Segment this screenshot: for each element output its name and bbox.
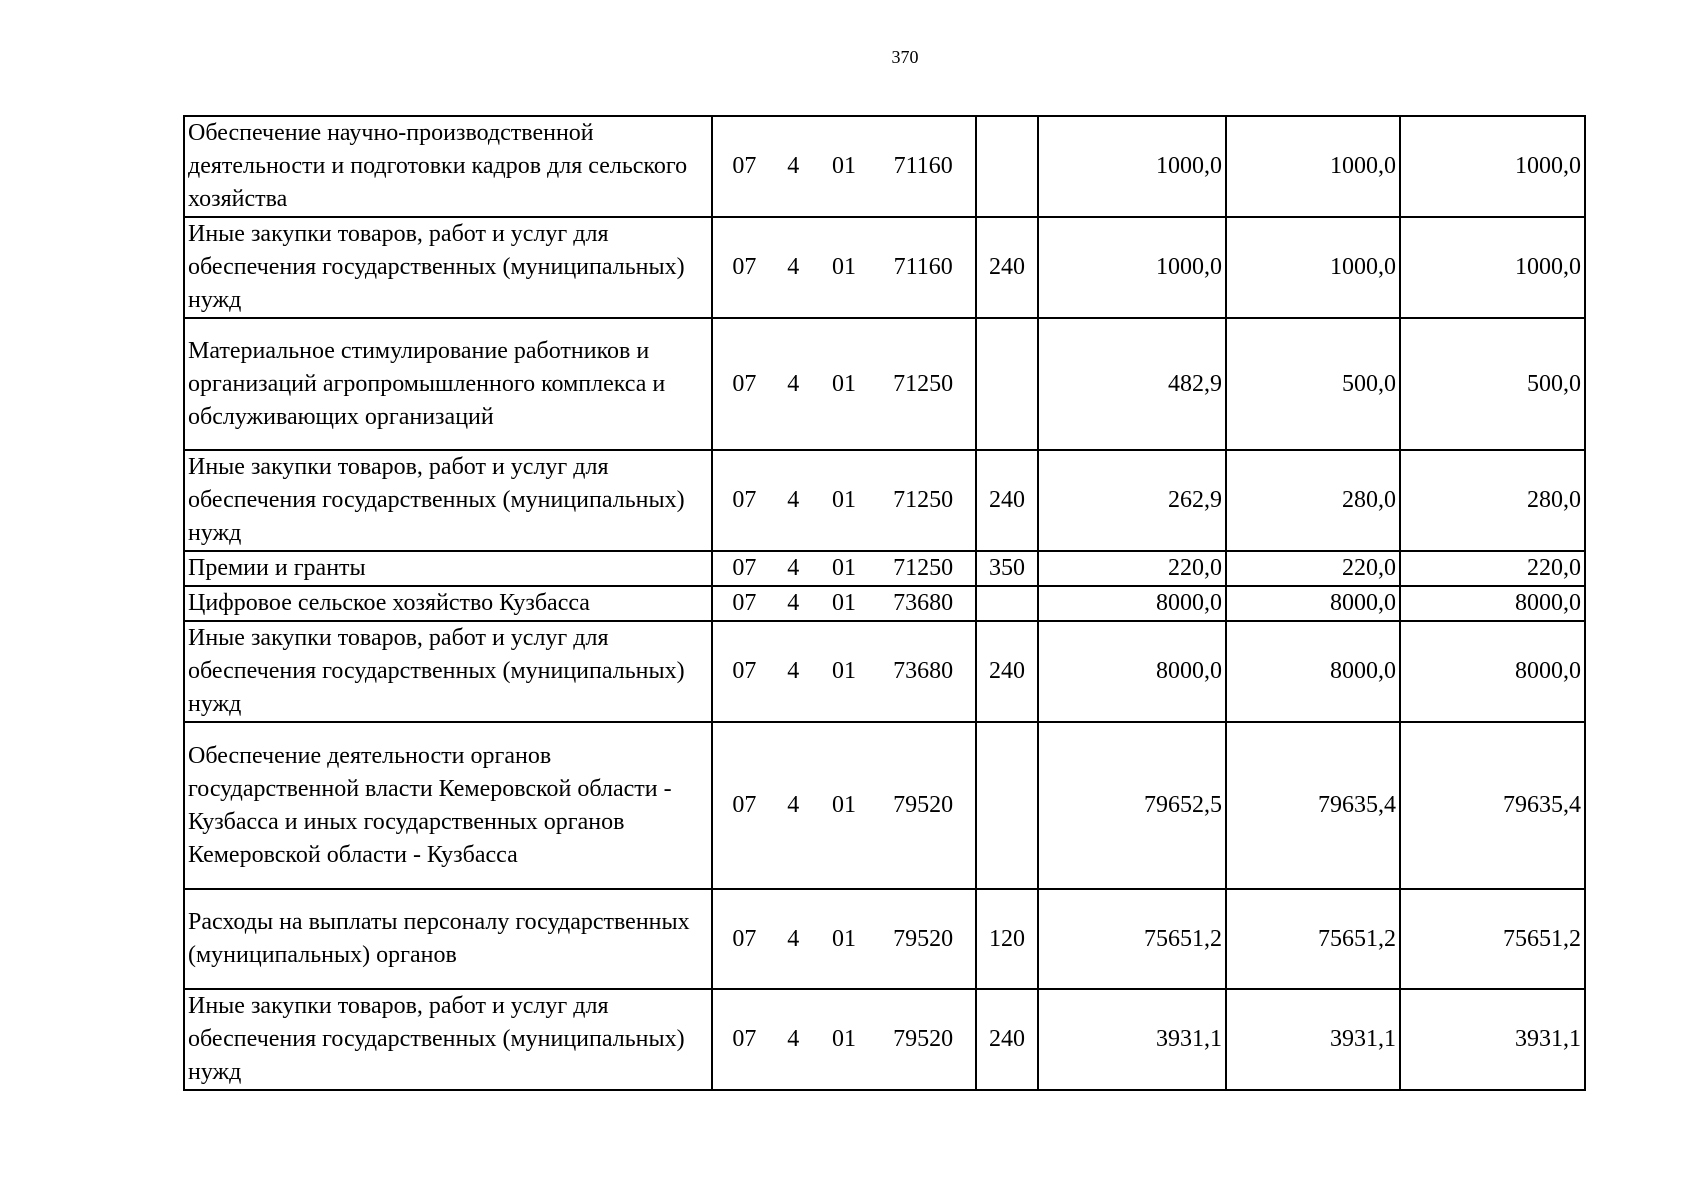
article-code: 79520 bbox=[893, 925, 954, 952]
subprogram-code: 01 bbox=[831, 925, 856, 952]
classification-codes bbox=[712, 989, 976, 1090]
amount-2: 1000,0 bbox=[1226, 217, 1400, 318]
section-code: 07 bbox=[732, 254, 757, 280]
section-code: 07 bbox=[732, 792, 757, 818]
subprogram-code: 01 bbox=[831, 254, 856, 280]
expense-type-code bbox=[976, 586, 1038, 621]
amount-1: 1000,0 bbox=[1038, 217, 1226, 318]
article-code: 79520 bbox=[893, 792, 954, 818]
amount-3: 500,0 bbox=[1400, 318, 1585, 450]
expense-name: Материальное стимулирование работников и организаций агропромышленного комплекса и обслуживающих организаций bbox=[184, 318, 712, 450]
budget-table bbox=[183, 115, 1586, 1091]
subprogram-code: 01 bbox=[831, 1026, 856, 1052]
amount-3: 1000,0 bbox=[1400, 217, 1585, 318]
expense-name: Обеспечение научно-производственной деятельности и подготовки кадров для сельского хозяйства bbox=[184, 116, 712, 217]
amount-3: 8000,0 bbox=[1400, 586, 1585, 621]
amount-1: 79652,5 bbox=[1038, 722, 1226, 889]
classification-codes bbox=[712, 217, 976, 318]
amount-2: 500,0 bbox=[1226, 318, 1400, 450]
expense-type-code: 120 bbox=[976, 889, 1038, 989]
section-code: 07 bbox=[732, 153, 757, 179]
section-code: 07 bbox=[732, 925, 757, 952]
expense-type-code bbox=[976, 722, 1038, 889]
program-code: 4 bbox=[787, 792, 800, 818]
amount-1: 1000,0 bbox=[1038, 116, 1226, 217]
expense-name: Иные закупки товаров, работ и услуг для обеспечения государственных (муниципальных) нужд bbox=[184, 989, 712, 1090]
article-code: 73680 bbox=[893, 658, 954, 684]
article-code: 79520 bbox=[893, 1026, 954, 1052]
classification-codes bbox=[712, 318, 976, 450]
amount-2: 220,0 bbox=[1226, 551, 1400, 586]
subprogram-code: 01 bbox=[831, 590, 856, 616]
expense-name: Иные закупки товаров, работ и услуг для обеспечения государственных (муниципальных) нужд bbox=[184, 450, 712, 551]
section-code: 07 bbox=[732, 658, 757, 684]
program-code: 4 bbox=[787, 254, 800, 280]
expense-name: Премии и гранты bbox=[184, 551, 712, 586]
expense-type-code: 240 bbox=[976, 989, 1038, 1090]
article-code: 71160 bbox=[893, 153, 953, 179]
amount-3: 280,0 bbox=[1400, 450, 1585, 551]
expense-name: Цифровое сельское хозяйство Кузбасса bbox=[184, 586, 712, 621]
article-code: 71160 bbox=[893, 254, 953, 280]
amount-2: 280,0 bbox=[1226, 450, 1400, 551]
expense-type-code: 350 bbox=[976, 551, 1038, 586]
amount-3: 8000,0 bbox=[1400, 621, 1585, 722]
subprogram-code: 01 bbox=[831, 153, 856, 179]
table-row bbox=[184, 722, 1585, 889]
classification-codes bbox=[712, 551, 976, 586]
amount-2: 75651,2 bbox=[1226, 889, 1400, 989]
amount-1: 75651,2 bbox=[1038, 889, 1226, 989]
table-row bbox=[184, 586, 1585, 621]
section-code: 07 bbox=[732, 370, 757, 397]
table-row bbox=[184, 621, 1585, 722]
article-code: 71250 bbox=[893, 487, 954, 513]
program-code: 4 bbox=[787, 590, 800, 616]
article-code: 71250 bbox=[893, 555, 954, 581]
program-code: 4 bbox=[787, 1026, 800, 1052]
amount-2: 8000,0 bbox=[1226, 621, 1400, 722]
section-code: 07 bbox=[732, 487, 757, 513]
program-code: 4 bbox=[787, 370, 800, 397]
expense-type-code: 240 bbox=[976, 621, 1038, 722]
amount-3: 1000,0 bbox=[1400, 116, 1585, 217]
amount-3: 3931,1 bbox=[1400, 989, 1585, 1090]
amount-1: 482,9 bbox=[1038, 318, 1226, 450]
program-code: 4 bbox=[787, 153, 800, 179]
expense-name: Обеспечение деятельности органов государственной власти Кемеровской области - Кузбасса и иных государственных органов Кемеровской области - Кузбасса bbox=[184, 722, 712, 889]
amount-1: 3931,1 bbox=[1038, 989, 1226, 1090]
section-code: 07 bbox=[732, 590, 757, 616]
expense-type-code: 240 bbox=[976, 450, 1038, 551]
amount-1: 262,9 bbox=[1038, 450, 1226, 551]
amount-3: 79635,4 bbox=[1400, 722, 1585, 889]
table-row bbox=[184, 116, 1585, 217]
section-code: 07 bbox=[732, 1026, 757, 1052]
classification-codes bbox=[712, 450, 976, 551]
subprogram-code: 01 bbox=[831, 792, 856, 818]
amount-1: 8000,0 bbox=[1038, 621, 1226, 722]
amount-2: 1000,0 bbox=[1226, 116, 1400, 217]
article-code: 73680 bbox=[893, 590, 954, 616]
subprogram-code: 01 bbox=[831, 370, 856, 397]
amount-2: 79635,4 bbox=[1226, 722, 1400, 889]
table-row bbox=[184, 989, 1585, 1090]
classification-codes bbox=[712, 722, 976, 889]
table-row bbox=[184, 217, 1585, 318]
table-row bbox=[184, 889, 1585, 989]
table-row bbox=[184, 551, 1585, 586]
subprogram-code: 01 bbox=[831, 555, 856, 581]
expense-name: Расходы на выплаты персоналу государственных (муниципальных) органов bbox=[184, 889, 712, 989]
classification-codes bbox=[712, 889, 976, 989]
program-code: 4 bbox=[787, 925, 800, 952]
classification-codes bbox=[712, 621, 976, 722]
page-number: 370 bbox=[891, 47, 919, 67]
amount-2: 3931,1 bbox=[1226, 989, 1400, 1090]
program-code: 4 bbox=[787, 555, 800, 581]
amount-1: 220,0 bbox=[1038, 551, 1226, 586]
table-row bbox=[184, 318, 1585, 450]
amount-2: 8000,0 bbox=[1226, 586, 1400, 621]
classification-codes bbox=[712, 586, 976, 621]
amount-1: 8000,0 bbox=[1038, 586, 1226, 621]
expense-name: Иные закупки товаров, работ и услуг для обеспечения государственных (муниципальных) нужд bbox=[184, 217, 712, 318]
expense-type-code bbox=[976, 318, 1038, 450]
classification-codes bbox=[712, 116, 976, 217]
section-code: 07 bbox=[732, 555, 757, 581]
amount-3: 220,0 bbox=[1400, 551, 1585, 586]
subprogram-code: 01 bbox=[831, 487, 856, 513]
expense-type-code bbox=[976, 116, 1038, 217]
table-row bbox=[184, 450, 1585, 551]
expense-name: Иные закупки товаров, работ и услуг для обеспечения государственных (муниципальных) нужд bbox=[184, 621, 712, 722]
program-code: 4 bbox=[787, 487, 800, 513]
program-code: 4 bbox=[787, 658, 800, 684]
expense-type-code: 240 bbox=[976, 217, 1038, 318]
subprogram-code: 01 bbox=[831, 658, 856, 684]
amount-3: 75651,2 bbox=[1400, 889, 1585, 989]
article-code: 71250 bbox=[893, 370, 954, 397]
